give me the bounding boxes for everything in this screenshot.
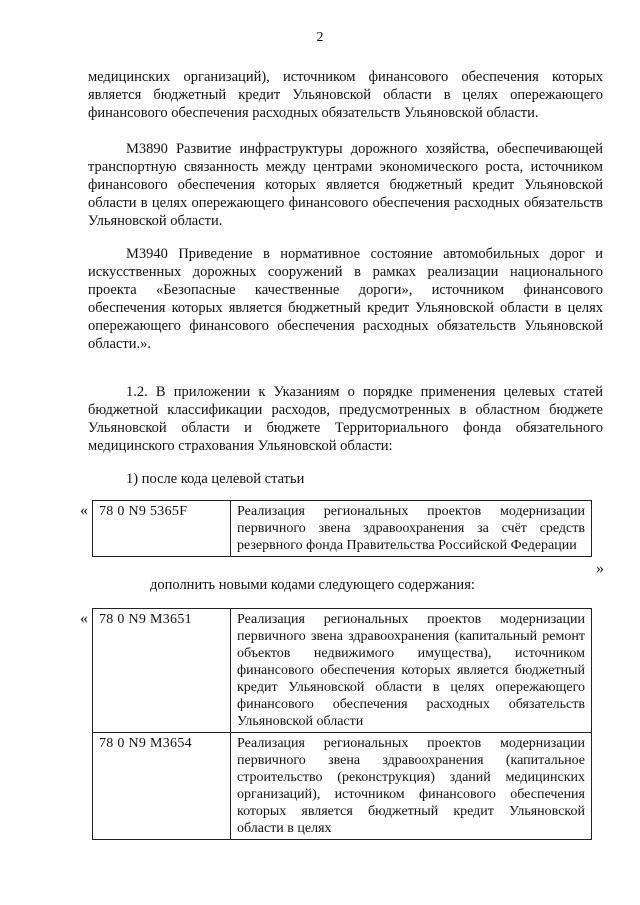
table-row <box>93 733 592 840</box>
table-row <box>93 501 592 557</box>
close-quote-1: » <box>596 560 604 577</box>
open-quote-2: « <box>80 610 88 627</box>
paragraph-continuation: медицинских организаций), источником финансового обеспечения которых является бюджетный кредит Ульяновской области в целях опережающего финансового обеспечения расходных обязательств Ульяновской области. <box>88 69 603 121</box>
target-code: 78 0 N9 5365F <box>93 501 231 557</box>
page-number: 2 <box>316 30 324 45</box>
target-code: 78 0 N9 М3651 <box>93 609 231 733</box>
target-description: Реализация региональных проектов модернизации первичного звена здравоохранения (капитальное строительство (реконструкция) зданий медицинских организаций), источником финансового обеспечения которых является бюджетный кредит Ульяновской области в целях <box>231 733 592 840</box>
code-table-1 <box>92 500 592 557</box>
table-row <box>93 609 592 733</box>
code-table-2 <box>92 608 592 840</box>
paragraph-item-1: 1) после кода целевой статьи <box>126 471 305 487</box>
paragraph-1-2: 1.2. В приложении к Указаниям о порядке применения целевых статей бюджетной классификации расходов, предусмотренных в областном бюджете Ульяновской области и бюджете Территориального фонда обязательного медицинского страхования Ульяновской области: <box>88 384 603 454</box>
paragraph-m3940: М3940 Приведение в нормативное состояние автомобильных дорог и искусственных дорожных сооружений в рамках реализации национального проекта «Безопасные качественные дороги», источником финансового обеспечения которых является бюджетный кредит Ульяновской области в целях опережающего финансового обеспечения расходных обязательств Ульяновской области.». <box>88 246 603 352</box>
open-quote-1: « <box>80 502 88 519</box>
target-code: 78 0 N9 М3654 <box>93 733 231 840</box>
paragraph-m3890: М3890 Развитие инфраструктуры дорожного хозяйства, обеспечивающей транспортную связанность между центрами экономического роста, источником финансового обеспечения которых является бюджетный кредит Ульяновской области в целях опережающего финансового обеспечения расходных обязательств Ульяновской области. <box>88 141 603 229</box>
target-description: Реализация региональных проектов модернизации первичного звена здравоохранения (капитальный ремонт объектов недвижимого имущества), источником финансового обеспечения которых является бюджетный кредит Ульяновской области в целях опережающего финансового обеспечения расходных обязательств Ульяновской области <box>231 609 592 733</box>
target-description: Реализация региональных проектов модернизации первичного звена здравоохранения за счёт средств резервного фонда Правительства Российской Федерации <box>231 501 592 557</box>
paragraph-add-codes: дополнить новыми кодами следующего содержания: <box>150 577 475 593</box>
